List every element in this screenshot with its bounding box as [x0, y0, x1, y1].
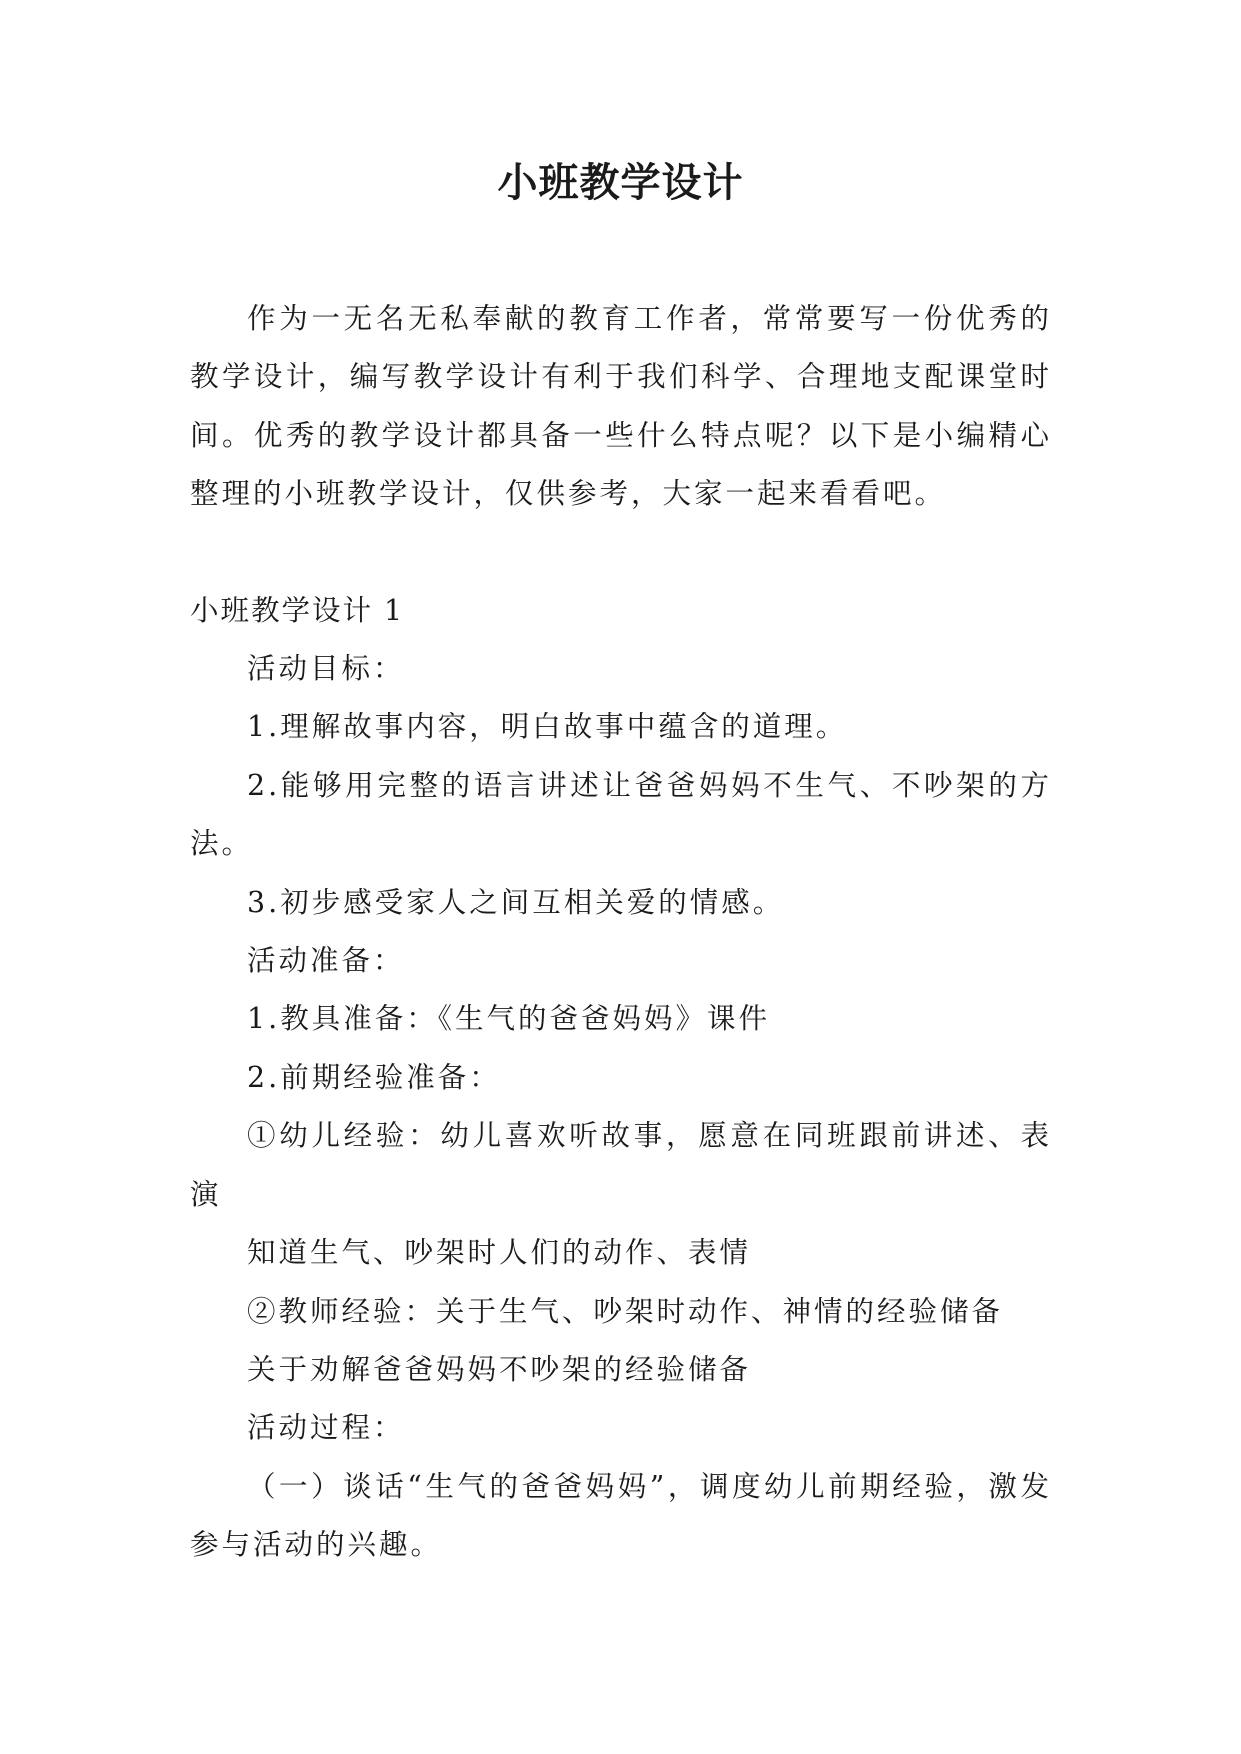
goals-label: 活动目标： [247, 652, 405, 686]
goal-item: 3.初步感受家人之间互相关爱的情感。 [247, 885, 785, 919]
section-heading: 小班教学设计 1 [190, 593, 405, 627]
document-title: 小班教学设计 [497, 160, 744, 206]
prep-label: 活动准备： [247, 944, 405, 978]
child-experience: ①幼儿经验：幼儿喜欢听故事，愿意在同班跟前讲述、表演 [190, 1119, 1052, 1211]
goal-item: 1.理解故事内容，明白故事中蕴含的道理。 [247, 710, 848, 744]
process-step: （一）谈话“生气的爸爸妈妈”，调度幼儿前期经验，激发参与活动的兴趣。 [190, 1469, 1052, 1562]
process-label: 活动过程： [247, 1411, 405, 1445]
goal-item: 2.能够用完整的语言讲述让爸爸妈妈不生气、不吵架的方法。 [190, 768, 1052, 861]
prep-item: 2.前期经验准备： [247, 1060, 501, 1094]
document-body [190, 290, 1052, 1575]
teacher-experience: ②教师经验：关于生气、吵架时动作、神情的经验储备 [247, 1294, 1004, 1328]
prep-item: 1.教具准备：《生气的爸爸妈妈》课件 [247, 1002, 770, 1036]
child-experience-detail: 知道生气、吵架时人们的动作、表情 [247, 1236, 752, 1270]
intro-paragraph: 作为一无名无私奉献的教育工作者，常常要写一份优秀的教学设计，编写教学设计有利于我们科学、合理地支配课堂时间。优秀的教学设计都具备一些什么特点呢？以下是小编精心整理的小班教学设计，仅供参考，大家一起来看看吧。 [190, 302, 1052, 511]
teacher-experience-detail: 关于劝解爸爸妈妈不吵架的经验储备 [247, 1352, 752, 1386]
